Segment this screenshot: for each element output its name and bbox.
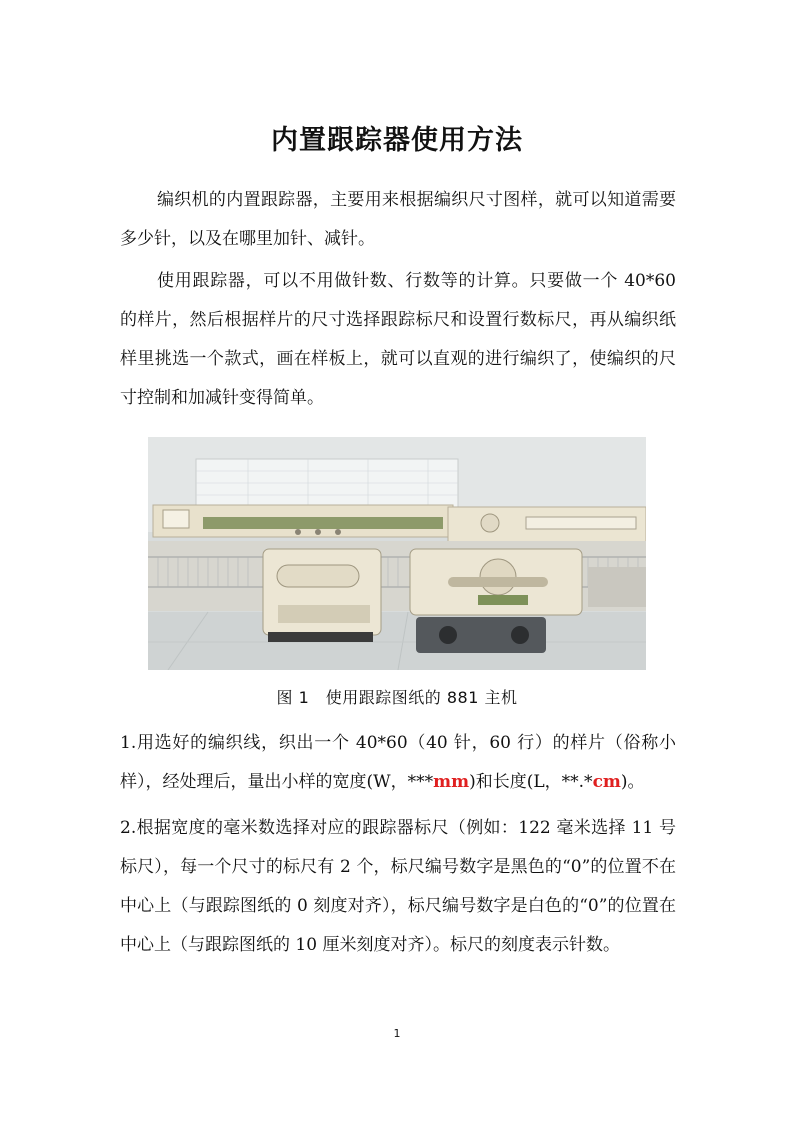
intro-paragraph: 编织机的内置跟踪器，主要用来根据编织尺寸图样，就可以知道需要多少针，以及在哪里加针、减针。 bbox=[120, 190, 676, 249]
document-title: 内置跟踪器使用方法 bbox=[271, 125, 523, 156]
step-2-paragraph: 2.根据宽度的毫米数选择对应的跟踪器标尺（例如：122 毫米选择 11 号标尺），每一个尺寸的标尺有 2 个，标尺编号数字是黑色的“0”的位置不在中心上（与跟踪图纸的 0 刻度对齐），标尺编号数字是白色的“0”的位置在中心上（与跟踪图纸的 10 厘米刻度对齐）。标尺的刻度表示针数。 bbox=[120, 818, 676, 955]
step-1-text-b: )和长度(L，**.* bbox=[469, 772, 593, 792]
unit-cm: cm bbox=[592, 772, 621, 792]
step-1-text-a: 1.用选好的编织线，织出一个 40*60（40 针，60 行）的样片（俗称小样），经处理后，量出小样的宽度(W，*** bbox=[120, 733, 676, 792]
knitting-machine-photo bbox=[148, 437, 646, 670]
step-1-text-c: )。 bbox=[620, 772, 645, 792]
tracker-paragraph: 使用跟踪器，可以不用做针数、行数等的计算。只要做一个 40*60 的样片，然后根据样片的尺寸选择跟踪标尺和设置行数标尺，再从编织纸样里挑选一个款式，画在样板上，就可以直观的进行编织了，使编织的尺寸控制和加减针变得简单。 bbox=[120, 271, 676, 408]
step-1-paragraph bbox=[120, 724, 676, 802]
figure-caption: 图 1 使用跟踪图纸的 881 主机 bbox=[276, 688, 518, 707]
unit-mm: mm bbox=[433, 772, 470, 792]
page-number: 1 bbox=[393, 1027, 401, 1040]
